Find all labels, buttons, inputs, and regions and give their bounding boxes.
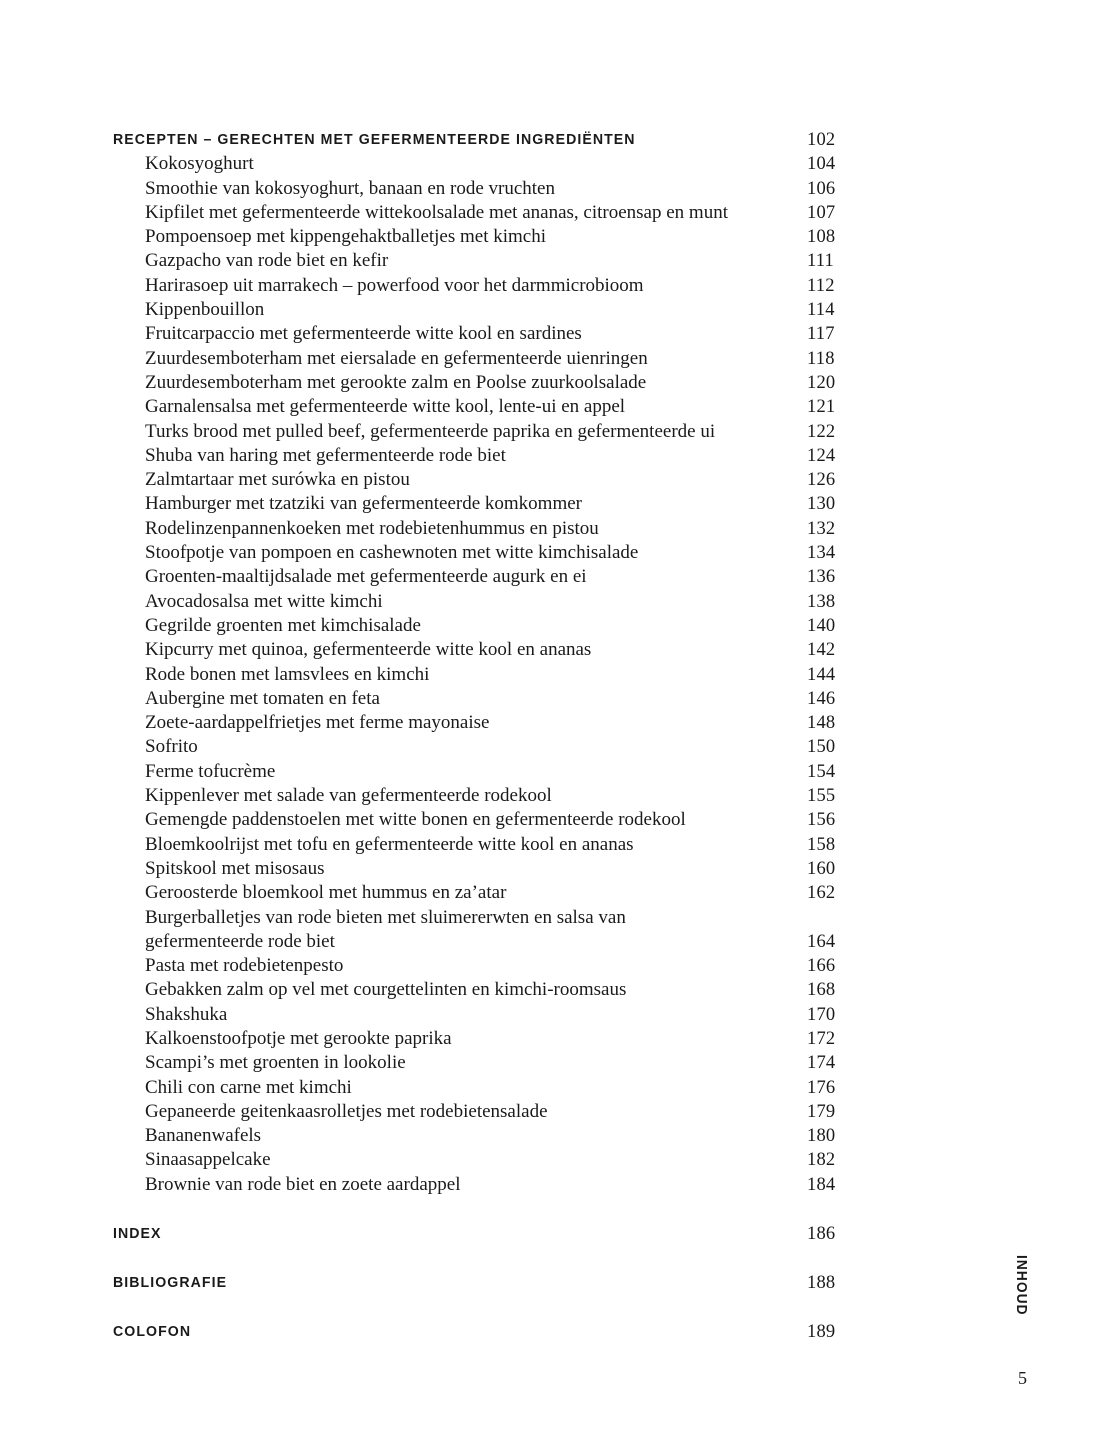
toc-entry[interactable] [113,541,905,565]
toc-entry[interactable] [113,1173,905,1197]
toc-entry-page-number: 160 [807,858,836,879]
toc-entry[interactable] [113,177,905,201]
toc-entry-label: Stoofpotje van pompoen en cashewnoten met witte kimchisalade [145,542,639,564]
toc-entry-label: Rodelinzenpannenkoeken met rodebietenhummus en pistou [145,517,599,539]
toc-entry-label: Kipcurry met quinoa, gefermenteerde witte kool en ananas [145,639,592,661]
page-folio-number: 5 [1018,1368,1027,1388]
toc-entry[interactable] [113,857,905,881]
toc-entry-page-number: 118 [807,348,835,369]
toc-entry-label: Sinaasappelcake [145,1149,271,1171]
toc-entry-page-number: 164 [807,931,836,952]
toc-entry-label: Zalmtartaar met surówka en pistou [145,469,410,491]
toc-entry-label: Shuba van haring met gefermenteerde rode biet [145,444,506,466]
toc-entry-page-number: 117 [807,324,835,345]
toc-entry-page-number: 166 [807,956,836,977]
toc-entry-page-number: 170 [807,1004,836,1025]
toc-entry[interactable] [113,590,905,614]
toc-entry-page-number: 168 [807,980,836,1001]
toc-entry-line-1[interactable] [113,906,905,930]
toc-entry-label: Groenten-maaltijdsalade met gefermenteerde augurk en ei [145,566,587,588]
toc-entry-page-number: 180 [807,1126,836,1147]
toc-entry-label: Kokosyoghurt [145,153,254,175]
toc-entry-label: Gegrilde groenten met kimchisalade [145,614,421,636]
table-of-contents [113,128,873,1344]
toc-entry-page-number: 111 [807,251,834,272]
toc-section-label: COLOFON [113,1322,192,1340]
toc-section-heading-colofon[interactable] [113,1320,873,1344]
toc-entry-page-number: 184 [807,1174,836,1195]
toc-entry-label: Pasta met rodebietenpesto [145,955,344,977]
toc-entry[interactable] [113,274,905,298]
toc-entry-label: Scampi’s met groenten in lookolie [145,1052,406,1074]
toc-entry-label: Kalkoenstoofpotje met gerookte paprika [145,1027,452,1049]
toc-entry[interactable] [113,978,905,1002]
toc-entry-page-number: 142 [807,640,836,661]
toc-entry[interactable] [113,225,905,249]
spacer [113,1246,873,1271]
toc-entry[interactable] [113,784,905,808]
toc-entry[interactable] [113,1076,905,1100]
toc-entry-label: Avocadosalsa met witte kimchi [145,590,383,612]
toc-entry-label: Kippenbouillon [145,299,265,321]
toc-entry[interactable] [113,395,905,419]
toc-entry-label: Pompoensoep met kippengehaktballetjes met kimchi [145,226,547,248]
toc-entry-label: Brownie van rode biet en zoete aardappel [145,1173,461,1195]
toc-entry-label: Hamburger met tzatziki van gefermenteerde komkommer [145,493,582,515]
toc-entry-label: Chili con carne met kimchi [145,1076,352,1098]
toc-entry[interactable] [113,760,905,784]
toc-entry-label: Burgerballetjes van rode bieten met sluimererwten en salsa van [145,906,626,928]
toc-entry-label: Sofrito [145,736,198,758]
toc-entry-page-number: 140 [807,615,836,636]
toc-entry-line-2[interactable] [113,930,905,954]
toc-entry-label: Smoothie van kokosyoghurt, banaan en rode vruchten [145,177,555,199]
spacer [113,1295,873,1320]
toc-entry[interactable] [113,711,905,735]
spacer [113,1197,873,1222]
toc-entry-page-number: 107 [807,202,836,223]
toc-entry-label: Gazpacho van rode biet en kefir [145,250,389,272]
toc-entry[interactable] [113,1027,905,1051]
toc-entry[interactable] [113,249,905,273]
toc-entry-page-number: 148 [807,713,836,734]
toc-entry[interactable] [113,322,905,346]
toc-entry-label: Ferme tofucrème [145,760,276,782]
toc-section-page-number: 189 [807,1321,836,1342]
toc-entry-label: Kipfilet met gefermenteerde wittekoolsalade met ananas, citroensap en munt [145,201,728,223]
toc-entry[interactable] [113,468,905,492]
toc-entry-page-number: 108 [807,227,836,248]
toc-entry-page-number: 154 [807,761,836,782]
toc-section-page-number: 102 [807,130,836,150]
toc-entry[interactable] [113,687,905,711]
toc-entry-page-number: 174 [807,1053,836,1074]
toc-entry-page-number: 122 [807,421,836,442]
toc-section-heading-bibliografie[interactable] [113,1271,873,1295]
toc-entry-page-number: 156 [807,810,836,831]
toc-entry-page-number: 124 [807,445,836,466]
toc-entry-page-number: 132 [807,518,836,539]
toc-entry[interactable] [113,565,905,589]
toc-entry-label: Geroosterde bloemkool met hummus en za’atar [145,882,507,904]
toc-entry[interactable] [113,1148,905,1172]
toc-entry-page-number: 134 [807,543,836,564]
toc-entry[interactable] [113,492,905,516]
toc-entry[interactable] [113,1124,905,1148]
toc-entry-label: Turks brood met pulled beef, gefermenteerde paprika en gefermenteerde ui [145,420,716,442]
toc-entry-page-number: 112 [807,275,835,296]
toc-entry-page-number: 155 [807,786,836,807]
toc-entry[interactable] [113,735,905,759]
toc-entry[interactable] [113,371,905,395]
toc-entry[interactable] [113,517,905,541]
toc-entry-label: Zuurdesemboterham met eiersalade en gefermenteerde uienringen [145,347,648,369]
toc-entry[interactable] [113,1100,905,1124]
toc-entry-label: Kippenlever met salade van gefermenteerde rodekool [145,785,552,807]
toc-entry[interactable] [113,1003,905,1027]
toc-entry[interactable] [113,614,905,638]
toc-entry-page-number: 176 [807,1077,836,1098]
toc-entry-page-number: 179 [807,1101,836,1122]
chapter-side-tab: INHOUD [1013,1255,1029,1316]
toc-entry-page-number: 172 [807,1028,836,1049]
toc-entry-page-number: 146 [807,688,836,709]
toc-section-label: INDEX [113,1225,162,1243]
toc-entry[interactable] [113,833,905,857]
toc-entry-page-number: 106 [807,178,836,199]
toc-entry[interactable] [113,201,905,225]
toc-entry-page-number: 121 [807,397,836,418]
toc-section-label: BIBLIOGRAFIE [113,1273,228,1291]
toc-entry-page-number: 114 [807,300,835,321]
toc-section-page-number: 186 [807,1224,836,1245]
toc-entry[interactable] [113,1051,905,1075]
toc-entry-label: Bloemkoolrijst met tofu en gefermenteerde witte kool en ananas [145,833,634,855]
toc-entry-label: gefermenteerde rode biet [145,930,335,952]
toc-entry-label: Garnalensalsa met gefermenteerde witte kool, lente-ui en appel [145,396,626,418]
toc-entry-label: Aubergine met tomaten en feta [145,687,380,709]
toc-entry-page-number: 182 [807,1150,836,1171]
toc-entry-page-number: 158 [807,834,836,855]
toc-entry[interactable] [113,663,905,687]
toc-entry-label: Harirasoep uit marrakech – powerfood voor het darmmicrobioom [145,274,644,296]
toc-entry-page-number: 138 [807,591,836,612]
toc-entry-page-number: 126 [807,470,836,491]
toc-entry[interactable] [113,954,905,978]
toc-entry-label: Gepaneerde geitenkaasrolletjes met rodebietensalade [145,1100,548,1122]
toc-entry-page-number: 136 [807,567,836,588]
toc-section-label: RECEPTEN – GERECHTEN MET GEFERMENTEERDE INGREDIËNTEN [113,131,636,148]
toc-entry-page-number: 150 [807,737,836,758]
toc-entry-page-number: 130 [807,494,836,515]
toc-entry-page-number: 120 [807,372,836,393]
toc-entry[interactable] [113,298,905,322]
toc-section-heading-index[interactable] [113,1222,873,1246]
toc-entry[interactable] [113,444,905,468]
toc-entry-page-number: 144 [807,664,836,685]
toc-entry-label: Zoete-aardappelfrietjes met ferme mayonaise [145,712,490,734]
toc-entry-page-number: 104 [807,154,836,175]
toc-entry-label: Gebakken zalm op vel met courgettelinten en kimchi-roomsaus [145,979,627,1001]
toc-entry-label: Shakshuka [145,1003,228,1025]
toc-entry[interactable] [113,347,905,371]
toc-entry-label: Zuurdesemboterham met gerookte zalm en Poolse zuurkoolsalade [145,371,647,393]
toc-entry-label: Fruitcarpaccio met gefermenteerde witte kool en sardines [145,323,582,345]
toc-entry[interactable] [113,638,905,662]
toc-section-heading[interactable] [113,128,873,152]
toc-entry[interactable] [113,808,905,832]
toc-entry-label: Rode bonen met lamsvlees en kimchi [145,663,430,685]
toc-entry[interactable] [113,420,905,444]
toc-entry-page-number: 162 [807,883,836,904]
toc-entry[interactable] [113,152,905,176]
toc-entry-label: Spitskool met misosaus [145,857,325,879]
toc-section-page-number: 188 [807,1272,836,1293]
toc-entry-label: Gemengde paddenstoelen met witte bonen en gefermenteerde rodekool [145,809,686,831]
toc-entry[interactable] [113,881,905,905]
toc-entry-label: Bananenwafels [145,1125,262,1147]
